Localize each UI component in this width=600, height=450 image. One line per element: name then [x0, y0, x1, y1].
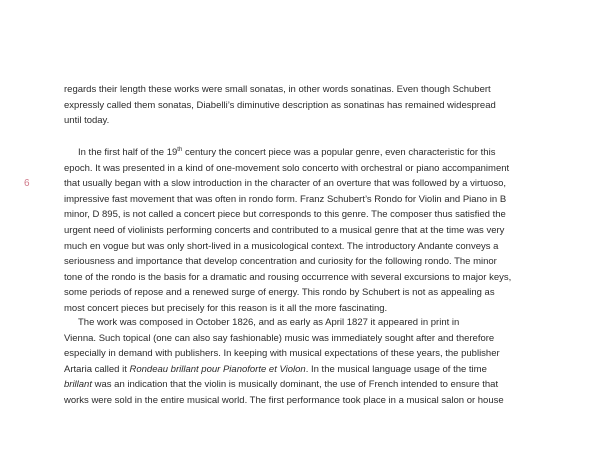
text-line	[64, 362, 554, 378]
text-line: until today.	[64, 115, 110, 127]
text-line: The work was composed in October 1826, and as early as April 1827 it appeared in print in	[78, 317, 460, 328]
page-number: 6	[24, 178, 30, 189]
paragraph-sonatinas	[64, 82, 554, 129]
text-line	[64, 377, 554, 393]
ordinal-superscript: th	[177, 146, 183, 153]
text-line: impressive fast movement that was often in rondo form. Franz Schubert’s Rondo for Violin and Piano in B	[64, 193, 507, 205]
text-line: works were sold in the entire musical world. The first performance took place in a musical salon or house	[64, 394, 504, 406]
term-italic: brillant	[64, 379, 92, 391]
text-line	[64, 145, 554, 161]
text-fragment: In the first half of the 19	[78, 147, 178, 158]
text-fragment: Artaria called it	[64, 363, 130, 375]
text-line: urgent need of violinists performing concerts and contributed to a musical genre that at the time was very	[64, 224, 505, 236]
text-line: epoch. It was presented in a kind of one-movement solo concerto with orchestral or piano accompaniment	[64, 162, 510, 174]
text-line: Vienna. Such topical (one can also say fashionable) music was immediately sought after and therefore	[64, 332, 495, 344]
text-line: that usually began with a slow introduction in the character of an overture that was followed by a virtuoso,	[64, 178, 506, 190]
text-line: most concert pieces but precisely for this reason is it all the more fascinating.	[64, 302, 388, 314]
text-line: seriousness and importance that develop concentration and curiosity for the following rondo. The minor	[64, 256, 497, 268]
text-line: regards their length these works were small sonatas, in other words sonatinas. Even though Schubert	[64, 84, 491, 95]
paragraph-concert-piece	[64, 145, 554, 317]
text-line: minor, D 895, is not called a concert piece but corresponds to this genre. The composer thus satisfied the	[64, 209, 506, 221]
work-title-italic: Rondeau brillant pour Pianoforte et Violon	[129, 363, 306, 375]
text-fragment: was an indication that the violin is musically dominant, the use of French intended to ensure that	[92, 379, 499, 391]
text-line: tone of the rondo is the basis for a dramatic and rousing occurrence with several excursions to major keys,	[64, 271, 512, 283]
text-line: especially in demand with publishers. In keeping with musical expectations of these years, the publisher	[64, 348, 500, 360]
paragraph-composition-history	[64, 315, 554, 409]
text-fragment: century the concert piece was a popular genre, even characteristic for this	[182, 147, 496, 158]
text-fragment: . In the musical language usage of the time	[305, 363, 487, 375]
text-line: some periods of repose and a renewed surge of energy. This rondo by Schubert is not as appealing as	[64, 287, 495, 299]
text-line: expressly called them sonatas, Diabelli’s diminutive description as sonatinas has remained widespread	[64, 99, 496, 111]
text-line: much en vogue but was only short-lived in a musicological context. The introductory Andante conveys a	[64, 240, 499, 252]
